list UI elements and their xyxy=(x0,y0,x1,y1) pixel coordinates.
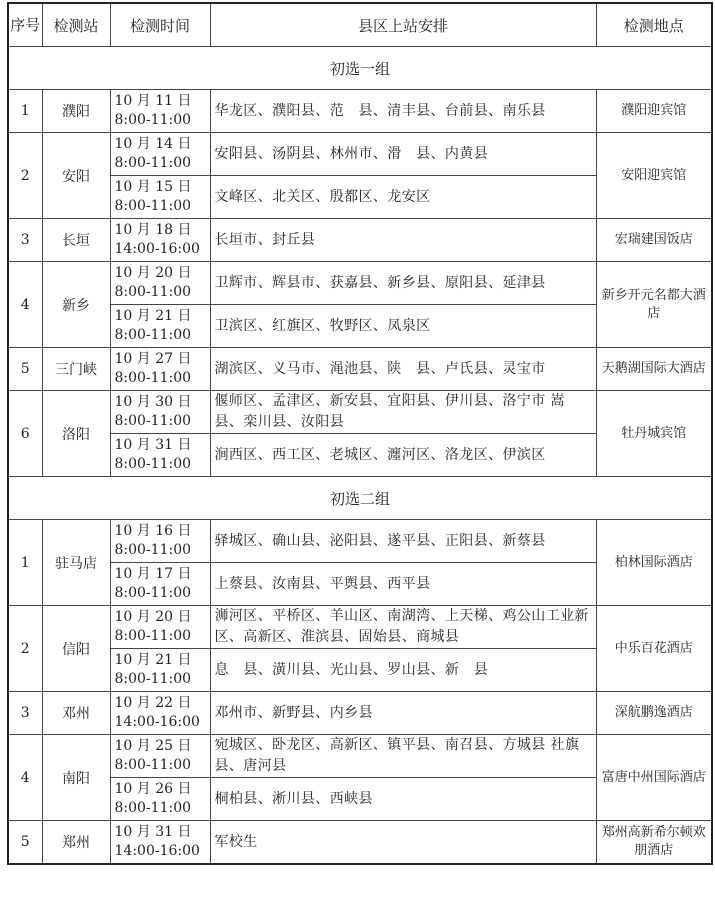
group-row xyxy=(8,47,712,90)
row-venue: 濮阳迎宾馆 xyxy=(596,90,712,133)
row-seq: 3 xyxy=(8,692,42,735)
row-counties: 卫滨区、红旗区、牧野区、凤泉区 xyxy=(210,305,596,348)
row-seq: 1 xyxy=(8,520,42,606)
row-counties: 军校生 xyxy=(210,821,596,865)
row-seq: 2 xyxy=(8,606,42,692)
row-counties: 湖滨区、义马市、渑池县、陕 县、卢氏县、灵宝市 xyxy=(210,348,596,391)
time-hours: 14:00-16:00 xyxy=(114,843,200,859)
row-time xyxy=(110,778,210,821)
row-seq: 3 xyxy=(8,219,42,262)
row-time xyxy=(110,434,210,477)
row-counties: 桐柏县、淅川县、西峡县 xyxy=(210,778,596,821)
row-counties: 华龙区、濮阳县、范 县、清丰县、台前县、南乐县 xyxy=(210,90,596,133)
time-hours: 8:00-11:00 xyxy=(114,456,192,472)
schedule-table xyxy=(7,2,713,865)
table-row xyxy=(8,735,712,778)
row-venue: 柏林国际酒店 xyxy=(596,520,712,606)
row-station: 信阳 xyxy=(42,606,110,692)
row-time xyxy=(110,563,210,606)
time-date: 10 月 11 日 xyxy=(114,93,192,109)
row-seq: 4 xyxy=(8,262,42,348)
row-counties: 安阳县、汤阴县、林州市、滑 县、内黄县 xyxy=(210,133,596,176)
row-seq: 6 xyxy=(8,391,42,477)
row-time xyxy=(110,90,210,133)
time-hours: 8:00-11:00 xyxy=(114,327,192,343)
row-time xyxy=(110,176,210,219)
row-venue: 宏瑞建国饭店 xyxy=(596,219,712,262)
row-counties: 驿城区、确山县、泌阳县、遂平县、正阳县、新蔡县 xyxy=(210,520,596,563)
row-time xyxy=(110,606,210,649)
row-time xyxy=(110,520,210,563)
row-venue: 牡丹城宾馆 xyxy=(596,391,712,477)
time-hours: 14:00-16:00 xyxy=(114,241,200,257)
time-date: 10 月 20 日 xyxy=(114,609,192,625)
row-counties: 宛城区、卧龙区、高新区、镇平县、南召县、方城县 社旗县、唐河县 xyxy=(210,735,596,778)
row-time xyxy=(110,262,210,305)
schedule-body xyxy=(8,47,712,865)
row-time xyxy=(110,133,210,176)
time-date: 10 月 25 日 xyxy=(114,738,192,754)
time-date: 10 月 20 日 xyxy=(114,265,192,281)
row-time xyxy=(110,305,210,348)
time-hours: 8:00-11:00 xyxy=(114,757,192,773)
table-row xyxy=(8,692,712,735)
time-hours: 8:00-11:00 xyxy=(114,585,192,601)
table-row xyxy=(8,391,712,434)
header-seq: 序号 xyxy=(8,3,42,47)
header-time: 检测时间 xyxy=(110,3,210,47)
header-station: 检测站 xyxy=(42,3,110,47)
table-row xyxy=(8,606,712,649)
row-station: 三门峡 xyxy=(42,348,110,391)
time-hours: 8:00-11:00 xyxy=(114,284,192,300)
header-venue: 检测地点 xyxy=(596,3,712,47)
row-station: 郑州 xyxy=(42,821,110,865)
time-hours: 8:00-11:00 xyxy=(114,413,192,429)
row-time xyxy=(110,649,210,692)
time-hours: 8:00-11:00 xyxy=(114,198,192,214)
row-counties: 涧西区、西工区、老城区、瀍河区、洛龙区、伊滨区 xyxy=(210,434,596,477)
row-station: 濮阳 xyxy=(42,90,110,133)
row-seq: 1 xyxy=(8,90,42,133)
row-seq: 4 xyxy=(8,735,42,821)
time-date: 10 月 15 日 xyxy=(114,179,192,195)
row-counties: 卫辉市、辉县市、获嘉县、新乡县、原阳县、延津县 xyxy=(210,262,596,305)
group-title: 初选一组 xyxy=(8,47,712,90)
table-row xyxy=(8,520,712,563)
row-counties: 邓州市、新野县、内乡县 xyxy=(210,692,596,735)
row-time xyxy=(110,391,210,434)
row-venue: 中乐百花酒店 xyxy=(596,606,712,692)
group-row xyxy=(8,477,712,520)
time-date: 10 月 30 日 xyxy=(114,394,192,410)
time-hours: 8:00-11:00 xyxy=(114,671,192,687)
time-date: 10 月 31 日 xyxy=(114,437,192,453)
row-venue: 安阳迎宾馆 xyxy=(596,133,712,219)
time-hours: 8:00-11:00 xyxy=(114,370,192,386)
row-time xyxy=(110,735,210,778)
row-station: 洛阳 xyxy=(42,391,110,477)
row-venue: 新乡开元名都大酒店 xyxy=(596,262,712,348)
time-date: 10 月 18 日 xyxy=(114,222,192,238)
table-row xyxy=(8,348,712,391)
row-time xyxy=(110,348,210,391)
time-hours: 8:00-11:00 xyxy=(114,628,192,644)
row-station: 长垣 xyxy=(42,219,110,262)
row-counties: 浉河区、平桥区、羊山区、南湖湾、上天梯、鸡公山工业新区、高新区、淮滨县、固始县、商城县 xyxy=(210,606,596,649)
row-time xyxy=(110,692,210,735)
time-date: 10 月 21 日 xyxy=(114,652,192,668)
time-date: 10 月 16 日 xyxy=(114,523,192,539)
time-date: 10 月 21 日 xyxy=(114,308,192,324)
row-station: 南阳 xyxy=(42,735,110,821)
time-hours: 8:00-11:00 xyxy=(114,800,192,816)
row-station: 驻马店 xyxy=(42,520,110,606)
row-venue: 郑州高新希尔顿欢朋酒店 xyxy=(596,821,712,865)
time-date: 10 月 31 日 xyxy=(114,824,192,840)
time-hours: 8:00-11:00 xyxy=(114,542,192,558)
row-venue: 深航鹏逸酒店 xyxy=(596,692,712,735)
time-date: 10 月 26 日 xyxy=(114,781,192,797)
table-row xyxy=(8,821,712,865)
row-station: 新乡 xyxy=(42,262,110,348)
time-hours: 8:00-11:00 xyxy=(114,112,192,128)
table-row xyxy=(8,219,712,262)
table-row xyxy=(8,90,712,133)
row-seq: 5 xyxy=(8,821,42,865)
table-row xyxy=(8,262,712,305)
row-station: 安阳 xyxy=(42,133,110,219)
row-time xyxy=(110,219,210,262)
time-date: 10 月 17 日 xyxy=(114,566,192,582)
row-venue: 富唐中州国际酒店 xyxy=(596,735,712,821)
row-counties: 上蔡县、汝南县、平舆县、西平县 xyxy=(210,563,596,606)
row-counties: 偃师区、孟津区、新安县、宜阳县、伊川县、洛宁市 嵩 县、栾川县、汝阳县 xyxy=(210,391,596,434)
row-counties: 文峰区、北关区、殷都区、龙安区 xyxy=(210,176,596,219)
row-time xyxy=(110,821,210,865)
time-hours: 14:00-16:00 xyxy=(114,714,200,730)
table-row xyxy=(8,133,712,176)
row-venue: 天鹅湖国际大酒店 xyxy=(596,348,712,391)
group-title: 初选二组 xyxy=(8,477,712,520)
time-hours: 8:00-11:00 xyxy=(114,155,192,171)
header-row xyxy=(8,3,712,47)
time-date: 10 月 22 日 xyxy=(114,695,192,711)
time-date: 10 月 27 日 xyxy=(114,351,192,367)
row-counties: 长垣市、封丘县 xyxy=(210,219,596,262)
row-seq: 2 xyxy=(8,133,42,219)
row-counties: 息 县、潢川县、光山县、罗山县、新 县 xyxy=(210,649,596,692)
header-counties: 县区上站安排 xyxy=(210,3,596,47)
time-date: 10 月 14 日 xyxy=(114,136,192,152)
row-seq: 5 xyxy=(8,348,42,391)
row-station: 邓州 xyxy=(42,692,110,735)
